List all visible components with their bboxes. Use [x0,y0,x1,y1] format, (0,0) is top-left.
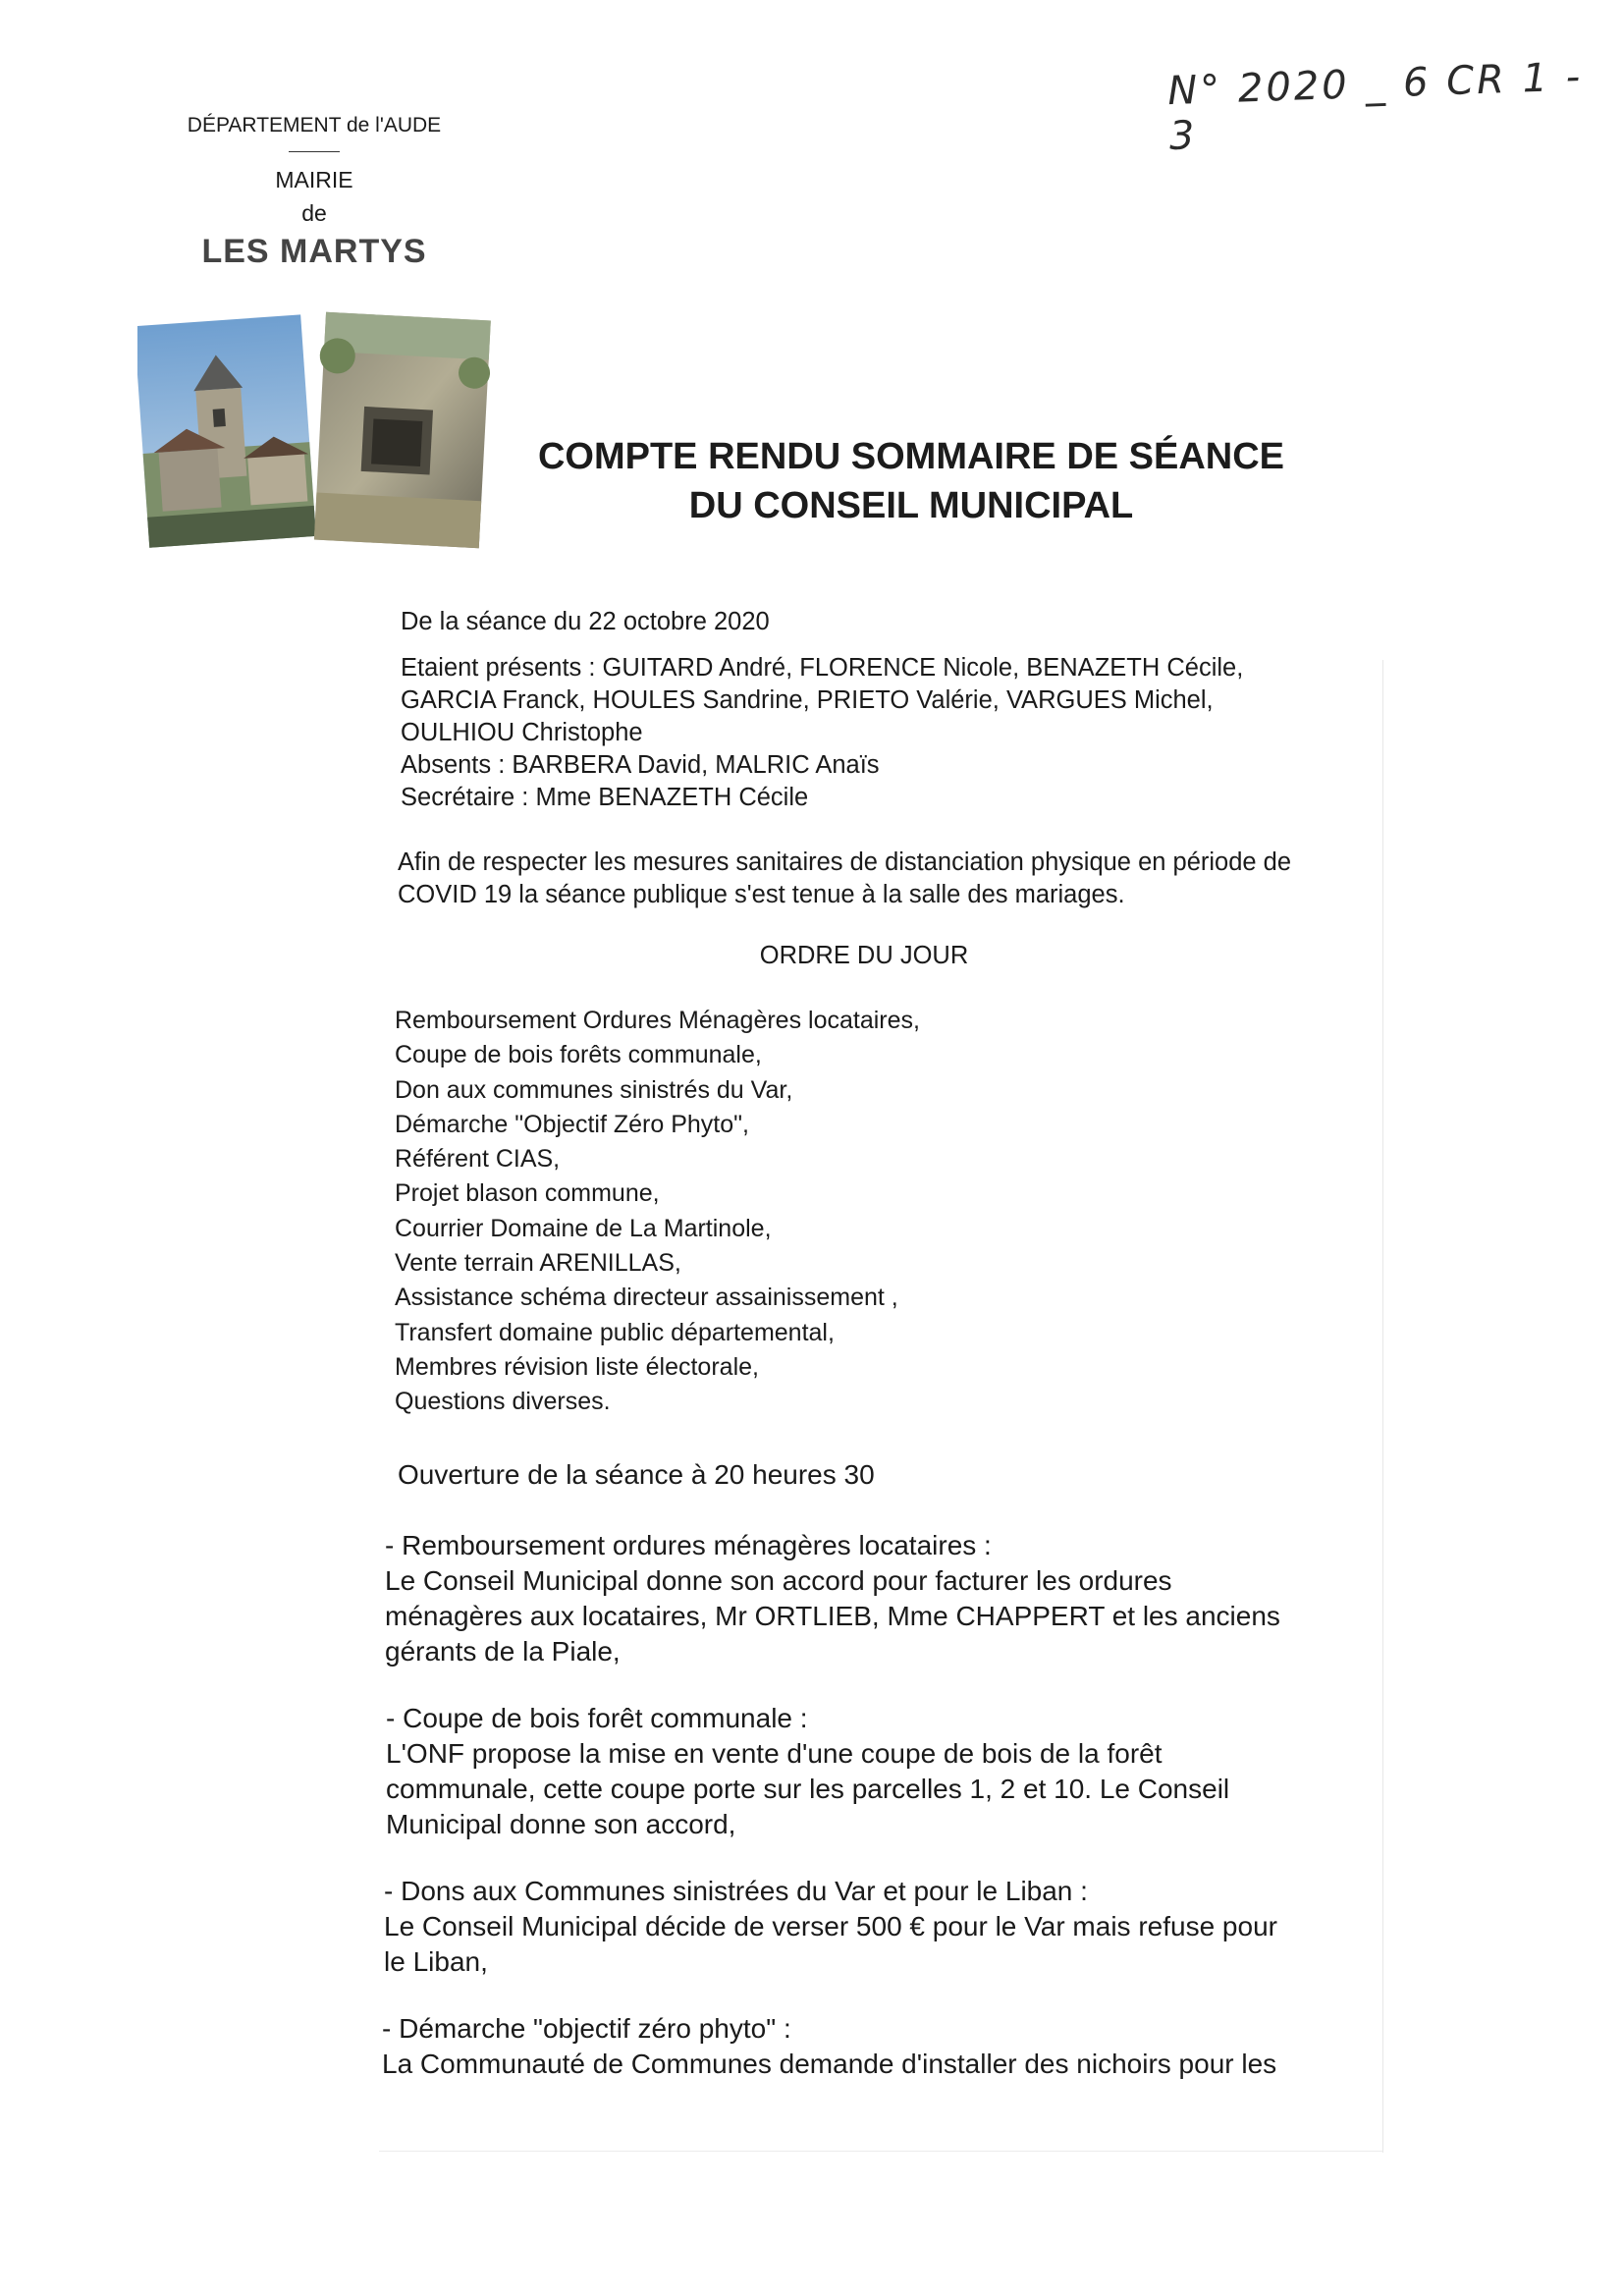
scan-border-bottom [379,2151,1382,2152]
agenda-item: Vente terrain ARENILLAS, [395,1249,681,1278]
section-line: le Liban, [384,1946,488,1977]
agenda-item: Don aux communes sinistrés du Var, [395,1075,793,1104]
handwritten-reference: N° 2020 _ 6 CR 1 - 3 [1166,54,1584,160]
agenda-item: Coupe de bois forêts communale, [395,1041,762,1069]
header-divider [289,151,340,152]
covid-note-line: COVID 19 la séance publique s'est tenue à la salle des mariages. [398,881,1125,908]
covid-note [398,847,1291,911]
church-photo [137,314,316,547]
department-label: DÉPARTEMENT de l'AUDE [187,114,442,137]
municipal-header [147,110,481,272]
present-line: OULHIOU Christophe [401,719,643,746]
section-line: L'ONF propose la mise en vente d'une coupe de bois de la forêt [386,1738,1163,1769]
section-ordures [385,1528,1280,1669]
commune-name: LES MARTYS [201,233,427,270]
agenda-item: Projet blason commune, [395,1179,660,1208]
scan-border-right [1382,660,1383,2153]
section-line: Municipal donne son accord, [386,1809,736,1839]
section-line: Le Conseil Municipal donne son accord pour facturer les ordures [385,1565,1172,1596]
meeting-date: De la séance du 22 octobre 2020 [401,608,770,635]
attendees-block [401,652,1243,814]
section-heading: - Coupe de bois forêt communale : [386,1703,808,1733]
opening-time: Ouverture de la séance à 20 heures 30 [398,1459,875,1490]
section-dons [384,1874,1277,1980]
report-title-line-2: DU CONSEIL MUNICIPAL [688,485,1134,526]
agenda-item: Questions diverses. [395,1388,611,1416]
agenda-item: Démarche "Objectif Zéro Phyto", [395,1110,749,1138]
agenda-item: Courrier Domaine de La Martinole, [395,1214,772,1242]
section-line: communale, cette coupe porte sur les parcelles 1, 2 et 10. Le Conseil [386,1774,1230,1804]
secretary-line: Secrétaire : Mme BENAZETH Cécile [401,784,809,811]
agenda-list [395,1004,920,1420]
present-line: Etaient présents : GUITARD André, FLORENCE Nicole, BENAZETH Cécile, [401,654,1244,682]
section-line: ménagères aux locataires, Mr ORTLIEB, Mme CHAPPERT et les anciens [385,1601,1280,1631]
section-heading: - Dons aux Communes sinistrées du Var et pour le Liban : [384,1876,1088,1906]
agenda-item: Assistance schéma directeur assainissement , [395,1284,898,1312]
agenda-item: Membres révision liste électorale, [395,1352,759,1381]
village-photos [137,301,491,550]
section-line: La Communauté de Communes demande d'installer des nichoirs pour les [382,2049,1277,2079]
report-title [460,432,1363,530]
agenda-item: Remboursement Ordures Ménagères locataires, [395,1007,920,1034]
section-heading: - Démarche "objectif zéro phyto" : [382,2013,791,2044]
present-line: GARCIA Franck, HOULES Sandrine, PRIETO Valérie, VARGUES Michel, [401,686,1214,714]
section-heading: - Remboursement ordures ménagères locataires : [385,1530,992,1560]
section-line: Le Conseil Municipal décide de verser 500 € pour le Var mais refuse pour [384,1911,1277,1941]
section-coupe-bois [386,1701,1229,1842]
covid-note-line: Afin de respecter les mesures sanitaires de distanciation physique en période de [398,848,1292,876]
section-zero-phyto [382,2011,1276,2082]
report-title-line-1: COMPTE RENDU SOMMAIRE DE SÉANCE [537,436,1285,477]
section-line: gérants de la Piale, [385,1636,621,1667]
de-label: de [301,200,327,226]
agenda-item: Transfert domaine public départemental, [395,1318,835,1346]
mairie-label: MAIRIE [275,167,353,192]
absents-line: Absents : BARBERA David, MALRIC Anaïs [401,751,880,779]
agenda-item: Référent CIAS, [395,1145,561,1174]
agenda-heading: ORDRE DU JOUR [759,942,969,969]
